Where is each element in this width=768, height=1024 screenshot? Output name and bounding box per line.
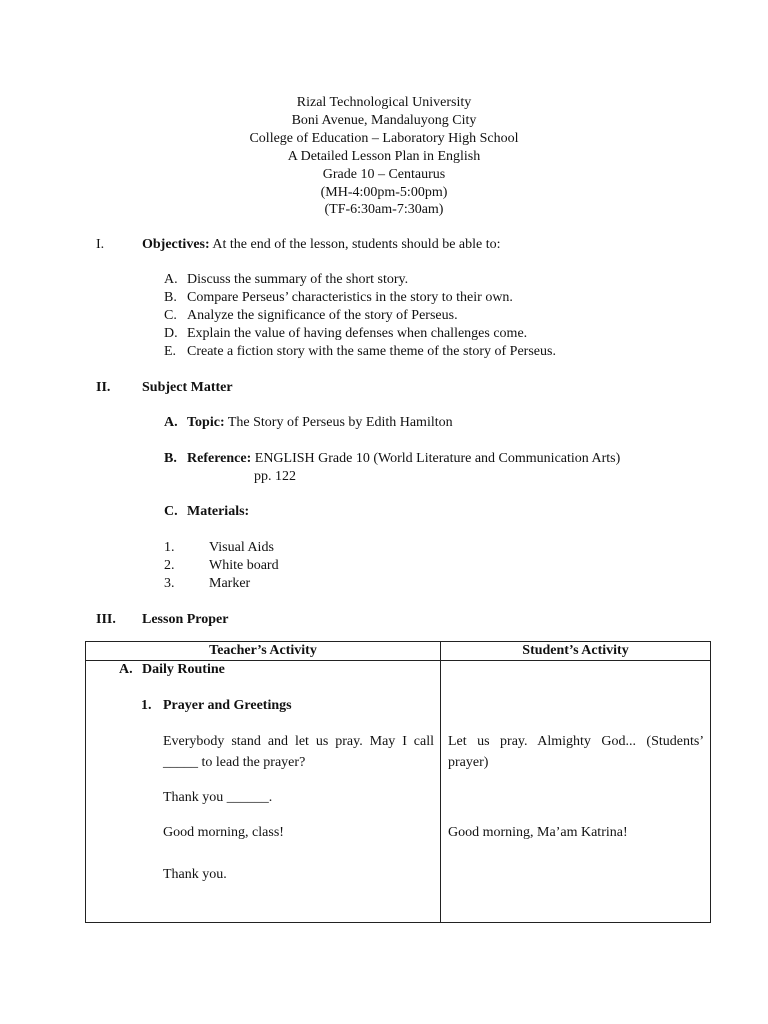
table-header-divider xyxy=(86,660,710,661)
teacher-line-thank-you: Thank you. xyxy=(163,867,227,882)
material-text: Marker xyxy=(209,576,251,591)
objective-item xyxy=(164,290,513,306)
objectives-intro: At the end of the lesson, students should be able to: xyxy=(209,237,501,252)
materials-letter: C. xyxy=(164,504,178,519)
prayer-greetings-heading xyxy=(141,698,292,714)
schedule-mh: (MH-4:00pm-5:00pm) xyxy=(320,184,448,200)
objective-text: Compare Perseus’ characteristics in the story to their own. xyxy=(187,290,513,305)
objective-text: Analyze the significance of the story of Perseus. xyxy=(187,308,458,323)
topic-label: Topic: xyxy=(187,415,225,430)
objective-item xyxy=(164,326,527,342)
reference-label: Reference: xyxy=(187,451,252,466)
reference-pages: pp. 122 xyxy=(254,469,296,484)
teacher-line-thanks: Thank you ______. xyxy=(163,790,273,805)
objective-item xyxy=(164,308,458,324)
objective-text: Create a fiction story with the same theme of the story of Perseus. xyxy=(187,344,556,359)
topic-letter: A. xyxy=(164,415,178,430)
material-item xyxy=(164,540,274,556)
teacher-line-prayer: Everybody stand and let us pray. May I call _____ to lead the prayer? xyxy=(163,734,434,770)
grade-section: Grade 10 – Centaurus xyxy=(322,166,446,182)
objective-letter: A. xyxy=(164,272,178,287)
section-numeral-subject-matter: II. xyxy=(96,380,111,395)
student-activity-header: Student’s Activity xyxy=(522,643,629,658)
reference-letter: B. xyxy=(164,451,177,466)
objective-text: Discuss the summary of the short story. xyxy=(187,272,409,287)
student-line-greeting: Good morning, Ma’am Katrina! xyxy=(448,825,628,840)
material-text: Visual Aids xyxy=(209,540,274,555)
material-num: 1. xyxy=(164,540,175,555)
table-column-divider xyxy=(440,642,441,922)
material-num: 3. xyxy=(164,576,175,591)
objective-item xyxy=(164,272,408,288)
objectives-heading xyxy=(142,237,501,253)
daily-routine-heading xyxy=(119,662,225,678)
college-name: College of Education – Laboratory High School xyxy=(249,130,519,146)
material-item xyxy=(164,576,250,592)
materials-label: Materials: xyxy=(187,504,250,519)
section-numeral-lesson-proper: III. xyxy=(96,612,116,627)
lesson-plan-title: A Detailed Lesson Plan in English xyxy=(287,148,481,164)
objective-letter: C. xyxy=(164,308,177,323)
objective-item xyxy=(164,344,556,360)
reference-value: ENGLISH Grade 10 (World Literature and Communication Arts) xyxy=(251,451,621,466)
subject-matter-heading: Subject Matter xyxy=(142,380,233,395)
material-num: 2. xyxy=(164,558,175,573)
objective-text: Explain the value of having defenses when challenges come. xyxy=(187,326,528,341)
materials-line xyxy=(164,504,249,520)
university-name: Rizal Technological University xyxy=(296,95,472,110)
material-item xyxy=(164,558,279,574)
student-line-prayer: Let us pray. Almighty God... (Students’ prayer) xyxy=(448,734,704,770)
reference-line xyxy=(164,451,620,467)
daily-routine-letter: A. xyxy=(119,662,133,677)
material-text: White board xyxy=(209,558,279,573)
objective-letter: D. xyxy=(164,326,178,341)
prayer-label: Prayer and Greetings xyxy=(163,698,292,713)
document-header xyxy=(0,94,768,219)
objective-letter: E. xyxy=(164,344,177,359)
teacher-activity-header: Teacher’s Activity xyxy=(209,643,317,658)
topic-value: The Story of Perseus by Edith Hamilton xyxy=(224,415,453,430)
teacher-line-greeting: Good morning, class! xyxy=(163,825,284,840)
objectives-label: Objectives: xyxy=(142,237,210,252)
schedule-tf: (TF-6:30am-7:30am) xyxy=(324,202,444,218)
prayer-num: 1. xyxy=(141,698,152,713)
daily-routine-label: Daily Routine xyxy=(142,662,225,677)
lesson-proper-heading: Lesson Proper xyxy=(142,612,229,627)
university-address: Boni Avenue, Mandaluyong City xyxy=(291,112,477,128)
activity-table xyxy=(85,641,711,923)
section-numeral-objectives: I. xyxy=(96,237,105,252)
objective-letter: B. xyxy=(164,290,177,305)
topic-line xyxy=(164,415,453,431)
